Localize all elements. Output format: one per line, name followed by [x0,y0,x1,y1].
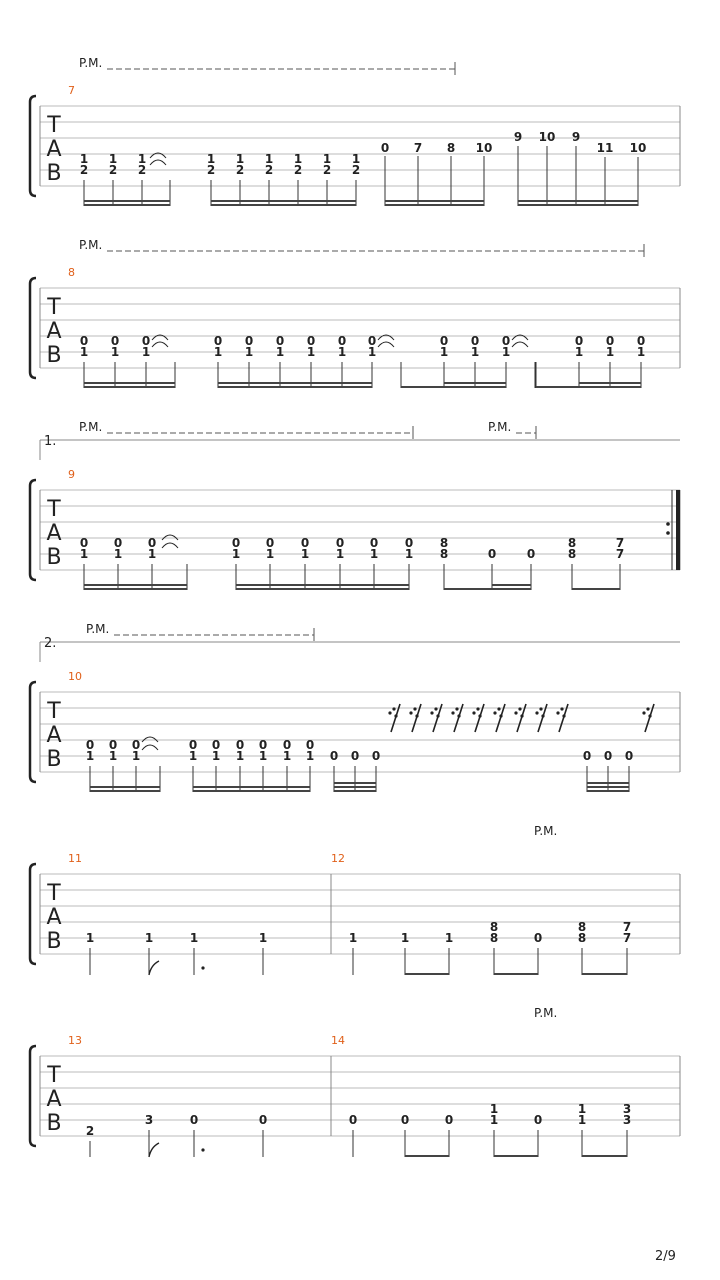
repeat-slash-dot [497,707,500,710]
fret-number: 1 [189,931,199,945]
fret-number: 3 [144,1113,154,1127]
fret-number: 1 [137,152,147,166]
tab-clef-t: T [47,1063,61,1088]
fret-number: 0 [131,738,141,752]
fret-number: 1 [489,1102,499,1116]
fret-number: 1 [367,345,377,359]
repeat-slash-dot [518,707,521,710]
beam [385,200,484,202]
fret-number: 1 [577,1102,587,1116]
fret-number: 1 [188,749,198,763]
system-bracket [30,278,36,378]
fret-number: 1 [351,152,361,166]
beam [582,973,627,975]
fret-number: 0 [79,536,89,550]
fret-number: 0 [305,738,315,752]
repeat-slash-dot [388,711,391,714]
tab-staff-3 [30,420,680,590]
fret-number: 2 [79,163,89,177]
fret-number: 0 [348,1113,358,1127]
palm-mute-label: P.M. [79,420,103,434]
beam [218,386,372,388]
fret-number: 1 [293,152,303,166]
fret-number: 1 [235,749,245,763]
fret-number: 0 [258,1113,268,1127]
fret-number: 11 [596,141,614,155]
repeat-slash-dot [642,711,645,714]
fret-number: 0 [300,536,310,550]
beam [405,973,449,975]
beam [236,584,409,586]
beam [236,588,409,590]
measure-number: 8 [68,266,75,279]
fret-number: 9 [571,130,581,144]
fret-number: 2 [206,163,216,177]
beam [536,386,641,388]
tab-clef-a: A [46,319,62,344]
beam [334,790,376,792]
fret-number: 0 [367,334,377,348]
measure-number: 12 [331,852,345,865]
flag [149,1143,159,1157]
beam [84,204,170,206]
tab-clef-a: A [46,723,62,748]
fret-number: 1 [444,931,454,945]
beam [90,786,160,788]
beam [211,200,356,202]
repeat-slash-dot [556,711,559,714]
fret-number: 0 [189,1113,199,1127]
repeat-slash-dot [476,707,479,710]
beam [582,1155,627,1157]
tab-clef-b: B [46,545,62,570]
fret-number: 1 [79,152,89,166]
measure-number: 14 [331,1034,345,1047]
fret-number: 7 [622,920,632,934]
fret-number: 0 [574,334,584,348]
fret-number: 1 [335,547,345,561]
beam [84,200,170,202]
fret-number: 2 [235,163,245,177]
tab-staff-2 [30,238,680,388]
tie-arc [378,342,394,347]
fret-number: 1 [577,1113,587,1127]
beam [494,973,538,975]
fret-number: 2 [108,163,118,177]
repeat-slash-dot [478,714,481,717]
repeat-slash-dot [434,707,437,710]
fret-number: 1 [348,931,358,945]
beam [518,204,638,206]
beam [84,386,175,388]
beam [444,382,506,384]
fret-number: 1 [275,345,285,359]
fret-number: 9 [513,130,523,144]
tab-clef-a: A [46,137,62,162]
repeat-thick-bar [676,490,680,570]
fret-number: 1 [369,547,379,561]
repeat-slash-dot [392,707,395,710]
repeat-slash-dot [436,714,439,717]
beam [444,588,531,590]
fret-number: 0 [337,334,347,348]
fret-number: 1 [300,547,310,561]
dot [201,1148,204,1151]
fret-number: 3 [622,1113,632,1127]
palm-mute-label: P.M. [534,824,558,838]
beam [494,1155,538,1157]
fret-number: 1 [306,345,316,359]
fret-number: 0 [636,334,646,348]
fret-number: 7 [413,141,423,155]
tab-clef-t: T [47,699,61,724]
fret-number: 1 [305,749,315,763]
fret-number: 8 [567,547,577,561]
fret-number: 0 [147,536,157,550]
fret-number: 1 [235,152,245,166]
fret-number: 1 [489,1113,499,1127]
beam [579,382,641,384]
fret-number: 1 [108,152,118,166]
repeat-slash-dot [520,714,523,717]
flag [149,961,159,975]
fret-number: 0 [329,749,339,763]
tab-clef-b: B [46,161,62,186]
fret-number: 0 [400,1113,410,1127]
fret-number: 0 [258,738,268,752]
first-ending-label: 1. [44,434,57,449]
repeat-slash-dot [430,711,433,714]
tab-clef-b: B [46,343,62,368]
repeat-dot [666,531,670,535]
fret-number: 0 [213,334,223,348]
tie-arc [150,160,166,165]
repeat-slash-dot [499,714,502,717]
fret-number: 1 [211,749,221,763]
fret-number: 8 [489,931,499,945]
fret-number: 0 [110,334,120,348]
tab-clef-a: A [46,1087,62,1112]
repeat-slash-dot [648,714,651,717]
fret-number: 1 [141,345,151,359]
system-bracket [30,1046,36,1146]
repeat-slash-dot [562,714,565,717]
tie-arc [142,745,158,750]
palm-mute-label: P.M. [488,420,512,434]
tab-clef-a: A [46,905,62,930]
beam [211,204,356,206]
tab-clef-b: B [46,1111,62,1136]
fret-number: 0 [582,749,592,763]
fret-number: 1 [258,749,268,763]
fret-number: 1 [147,547,157,561]
beam [385,204,484,206]
fret-number: 0 [141,334,151,348]
fret-number: 0 [79,334,89,348]
repeat-slash-dot [451,711,454,714]
fret-number: 8 [577,920,587,934]
fret-number: 0 [235,738,245,752]
fret-number: 0 [439,334,449,348]
fret-number: 2 [137,163,147,177]
dot [201,966,204,969]
system-bracket [30,96,36,196]
tab-clef-b: B [46,929,62,954]
beam [587,782,629,784]
repeat-slash-dot [541,714,544,717]
fret-number: 1 [144,931,154,945]
repeat-slash-dot [455,707,458,710]
fret-number: 0 [404,536,414,550]
fret-number: 2 [85,1124,95,1138]
fret-number: 1 [113,547,123,561]
beam [84,382,175,384]
fret-number: 0 [275,334,285,348]
fret-number: 8 [489,920,499,934]
fret-number: 1 [439,345,449,359]
fret-number: 2 [351,163,361,177]
tab-staff-1 [30,56,680,206]
fret-number: 8 [577,931,587,945]
fret-number: 0 [265,536,275,550]
beam [84,584,187,586]
palm-mute-label: P.M. [534,1006,558,1020]
fret-number: 0 [371,749,381,763]
repeat-slash-dot [535,711,538,714]
fret-number: 0 [306,334,316,348]
palm-mute-label: P.M. [79,56,103,70]
repeat-slash-dot [472,711,475,714]
fret-number: 1 [400,931,410,945]
beam [84,588,187,590]
repeat-slash-dot [646,707,649,710]
beam [90,790,160,792]
fret-number: 0 [85,738,95,752]
tab-clef-t: T [47,113,61,138]
beam [518,200,638,202]
fret-number: 1 [79,547,89,561]
fret-number: 1 [85,931,95,945]
beam [405,1155,449,1157]
beam [218,382,372,384]
fret-number: 1 [213,345,223,359]
repeat-slash-dot [514,711,517,714]
fret-number: 1 [110,345,120,359]
tie-arc [152,342,168,347]
repeat-slash-dot [457,714,460,717]
fret-number: 10 [475,141,493,155]
repeat-slash-dot [539,707,542,710]
fret-number: 1 [244,345,254,359]
fret-number: 2 [322,163,332,177]
fret-number: 1 [206,152,216,166]
fret-number: 0 [335,536,345,550]
fret-number: 0 [605,334,615,348]
repeat-slash-dot [493,711,496,714]
fret-number: 0 [244,334,254,348]
repeat-slash-dot [415,714,418,717]
beam [193,790,310,792]
fret-number: 1 [79,345,89,359]
palm-mute-label: P.M. [86,622,110,636]
fret-number: 2 [264,163,274,177]
tab-clef-a: A [46,521,62,546]
beam [587,790,629,792]
fret-number: 0 [369,536,379,550]
tab-staff-6 [30,1006,680,1157]
fret-number: 3 [622,1102,632,1116]
fret-number: 8 [567,536,577,550]
measure-number: 10 [68,670,82,683]
tab-staff-4 [30,622,680,792]
tab-clef-b: B [46,747,62,772]
tie-arc [512,342,528,347]
fret-number: 1 [131,749,141,763]
tab-clef-t: T [47,881,61,906]
measure-number: 7 [68,84,75,97]
fret-number: 10 [538,130,556,144]
beam [401,386,506,388]
fret-number: 0 [380,141,390,155]
fret-number: 2 [293,163,303,177]
fret-number: 1 [574,345,584,359]
fret-number: 0 [113,536,123,550]
fret-number: 0 [533,931,543,945]
tab-staff-5 [30,824,680,975]
fret-number: 10 [629,141,647,155]
fret-number: 1 [231,547,241,561]
fret-number: 7 [622,931,632,945]
repeat-slash-dot [413,707,416,710]
fret-number: 1 [108,749,118,763]
fret-number: 1 [282,749,292,763]
tab-clef-t: T [47,497,61,522]
fret-number: 0 [211,738,221,752]
repeat-dot [666,522,670,526]
beam [334,782,376,784]
fret-number: 0 [470,334,480,348]
fret-number: 0 [282,738,292,752]
fret-number: 0 [231,536,241,550]
palm-mute-label: P.M. [79,238,103,252]
system-bracket [30,480,36,580]
second-ending-label: 2. [44,636,57,651]
page-number: 2/9 [655,1249,676,1264]
fret-number: 1 [85,749,95,763]
measure-number: 13 [68,1034,82,1047]
fret-number: 1 [265,547,275,561]
fret-number: 0 [624,749,634,763]
tie-arc [162,543,178,548]
fret-number: 0 [501,334,511,348]
fret-number: 7 [615,536,625,550]
fret-number: 7 [615,547,625,561]
system-bracket [30,682,36,782]
fret-number: 1 [337,345,347,359]
fret-number: 1 [470,345,480,359]
measure-number: 11 [68,852,82,865]
beam [587,786,629,788]
measure-number: 9 [68,468,75,481]
repeat-slash-dot [394,714,397,717]
fret-number: 0 [188,738,198,752]
fret-number: 1 [605,345,615,359]
fret-number: 8 [446,141,456,155]
fret-number: 8 [439,536,449,550]
fret-number: 0 [350,749,360,763]
fret-number: 0 [533,1113,543,1127]
beam [334,786,376,788]
beam [572,588,620,590]
fret-number: 0 [444,1113,454,1127]
tab-clef-t: T [47,295,61,320]
fret-number: 0 [603,749,613,763]
fret-number: 1 [258,931,268,945]
fret-number: 0 [108,738,118,752]
fret-number: 1 [636,345,646,359]
fret-number: 0 [487,547,497,561]
fret-number: 1 [404,547,414,561]
fret-number: 1 [264,152,274,166]
fret-number: 1 [322,152,332,166]
system-bracket [30,864,36,964]
repeat-slash-dot [409,711,412,714]
fret-number: 0 [526,547,536,561]
fret-number: 8 [439,547,449,561]
repeat-slash-dot [560,707,563,710]
fret-number: 1 [501,345,511,359]
beam [492,584,531,586]
beam [193,786,310,788]
